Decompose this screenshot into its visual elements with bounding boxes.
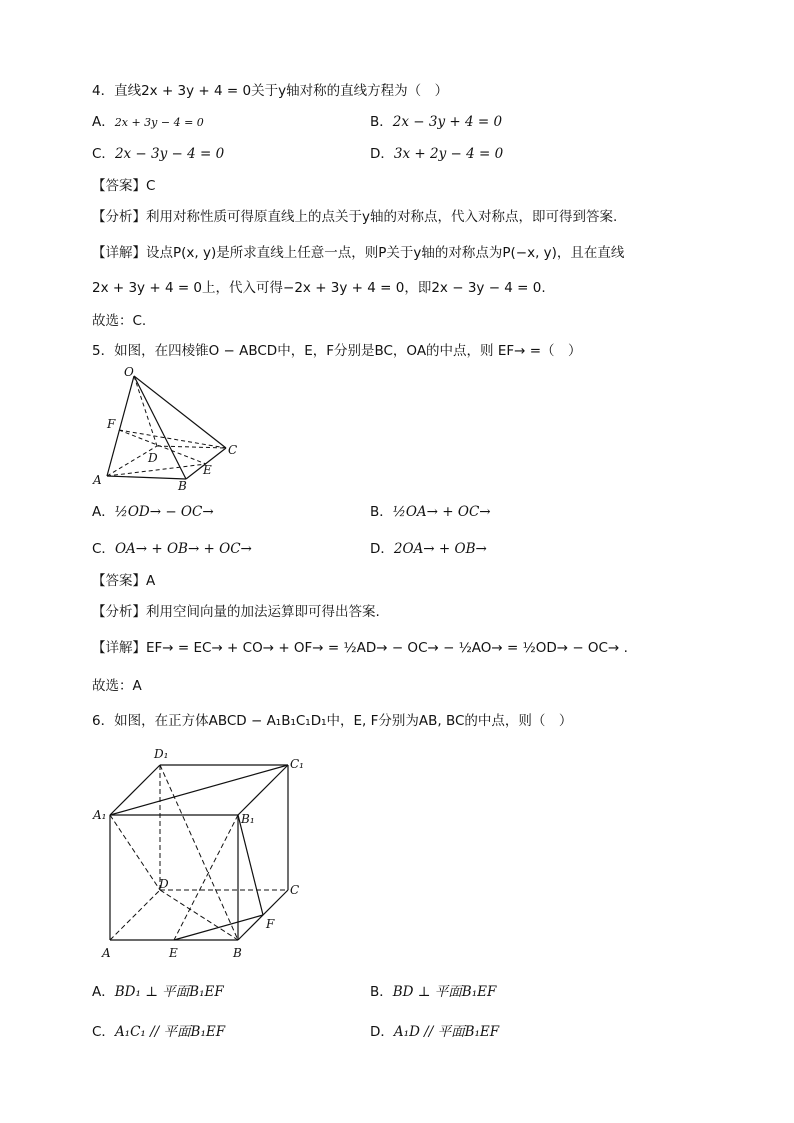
q5-option-c[interactable]	[92, 540, 252, 558]
q4-option-a[interactable]	[92, 113, 204, 132]
diag-a1c1	[110, 765, 288, 815]
q6-option-c[interactable]	[92, 1023, 225, 1041]
q5-answer: 【答案】A	[92, 573, 156, 589]
label-a1: A₁	[93, 808, 107, 822]
label-e: E	[203, 463, 212, 477]
q6-option-d[interactable]	[370, 1023, 499, 1041]
option-text: 3x + 2y − 4 = 0	[393, 146, 504, 162]
q6-option-a[interactable]	[92, 983, 224, 1001]
q4-analysis: 【分析】利用对称性质可得原直线上的点关于y轴的对称点，代入对称点，即可得到答案.	[92, 209, 618, 225]
option-text: A₁C₁ // 平面B₁EF	[114, 1024, 226, 1040]
q4-choose: 故选：C.	[92, 313, 147, 329]
label-f: F	[107, 417, 116, 431]
option-label: B．	[370, 114, 393, 130]
q4-option-b[interactable]	[370, 113, 502, 131]
segment-ef	[174, 915, 263, 940]
option-label: D．	[370, 1024, 394, 1040]
option-label: C．	[92, 1024, 115, 1040]
q5-detail: 【详解】EF→ = EC→ + CO→ + OF→ = ½AD→ − OC→ − ½AO→ = ½OD→ − OC→ .	[92, 640, 628, 656]
q5-pyramid-figure	[90, 362, 250, 492]
label-b: B	[233, 946, 242, 960]
segment-ae	[107, 464, 206, 476]
q6-stem: 6．如图，在正方体ABCD − A₁B₁C₁D₁中，E, F分别为AB, BC的中点，则（ ）	[92, 713, 573, 729]
q4-option-d[interactable]	[370, 145, 503, 163]
option-label: A．	[92, 504, 115, 520]
edge-od	[134, 376, 157, 446]
q5-stem: 5．如图，在四棱锥O − ABCD中，E，F分别是BC，OA的中点，则 EF→ =（ ）	[92, 343, 582, 359]
q6-option-b[interactable]	[370, 983, 496, 1001]
label-c1: C₁	[290, 757, 304, 771]
label-f: F	[266, 917, 275, 931]
option-text: BD₁ ⊥ 平面B₁EF	[114, 984, 224, 1000]
edge-oc	[134, 376, 226, 448]
option-label: D．	[370, 146, 394, 162]
label-c: C	[290, 883, 300, 897]
option-label: A．	[92, 984, 115, 1000]
option-text: ½OA→ + OC→	[392, 504, 491, 520]
q6-cube-figure	[92, 740, 342, 970]
option-label: D．	[370, 541, 394, 557]
segment-fc	[119, 430, 226, 448]
diag-d1b	[160, 765, 238, 940]
option-text: 2x + 3y − 4 = 0	[114, 116, 204, 129]
option-text: BD ⊥ 平面B₁EF	[392, 984, 497, 1000]
option-text: 2x − 3y − 4 = 0	[114, 146, 225, 162]
option-label: B．	[370, 984, 393, 1000]
label-e: E	[169, 946, 178, 960]
q4-answer: 【答案】C	[92, 178, 156, 194]
option-text: ½OD→ − OC→	[114, 504, 214, 520]
option-label: A．	[92, 114, 115, 130]
option-label: C．	[92, 541, 115, 557]
edge-ad	[110, 890, 160, 940]
segment-b1e	[174, 815, 238, 940]
edge-ob	[134, 376, 186, 479]
label-o: O	[124, 365, 134, 379]
option-text: 2OA→ + OB→	[393, 541, 487, 557]
label-d1: D₁	[154, 747, 169, 761]
label-d: D	[159, 877, 169, 891]
q5-choose: 故选：A	[92, 678, 142, 694]
option-text: A₁D // 平面B₁EF	[393, 1024, 500, 1040]
q4-detail-line1: 【详解】设点P(x, y)是所求直线上任意一点，则P关于y轴的对称点为P(−x, y)，且在直线	[92, 245, 625, 261]
q5-option-a[interactable]	[92, 503, 214, 521]
edge-ab	[107, 476, 186, 479]
q4-option-c[interactable]	[92, 145, 224, 163]
q5-analysis: 【分析】利用空间向量的加法运算即可得出答案.	[92, 604, 380, 620]
option-label: C．	[92, 146, 115, 162]
option-text: OA→ + OB→ + OC→	[114, 541, 252, 557]
label-a: A	[93, 473, 102, 487]
label-c: C	[228, 443, 238, 457]
q5-option-d[interactable]	[370, 540, 487, 558]
option-text: 2x − 3y + 4 = 0	[392, 114, 503, 130]
label-b: B	[178, 479, 187, 492]
label-b1: B₁	[241, 812, 255, 826]
q4-detail-line2: 2x + 3y + 4 = 0上，代入可得−2x + 3y + 4 = 0，即2x − 3y − 4 = 0.	[92, 280, 546, 296]
label-a: A	[102, 946, 111, 960]
diag-a1d	[110, 815, 160, 890]
option-label: B．	[370, 504, 393, 520]
q4-stem: 4．直线2x + 3y + 4 = 0关于y轴对称的直线方程为（ ）	[92, 83, 449, 99]
label-d: D	[148, 451, 158, 465]
q5-option-b[interactable]	[370, 503, 491, 521]
segment-b1f	[238, 815, 263, 915]
